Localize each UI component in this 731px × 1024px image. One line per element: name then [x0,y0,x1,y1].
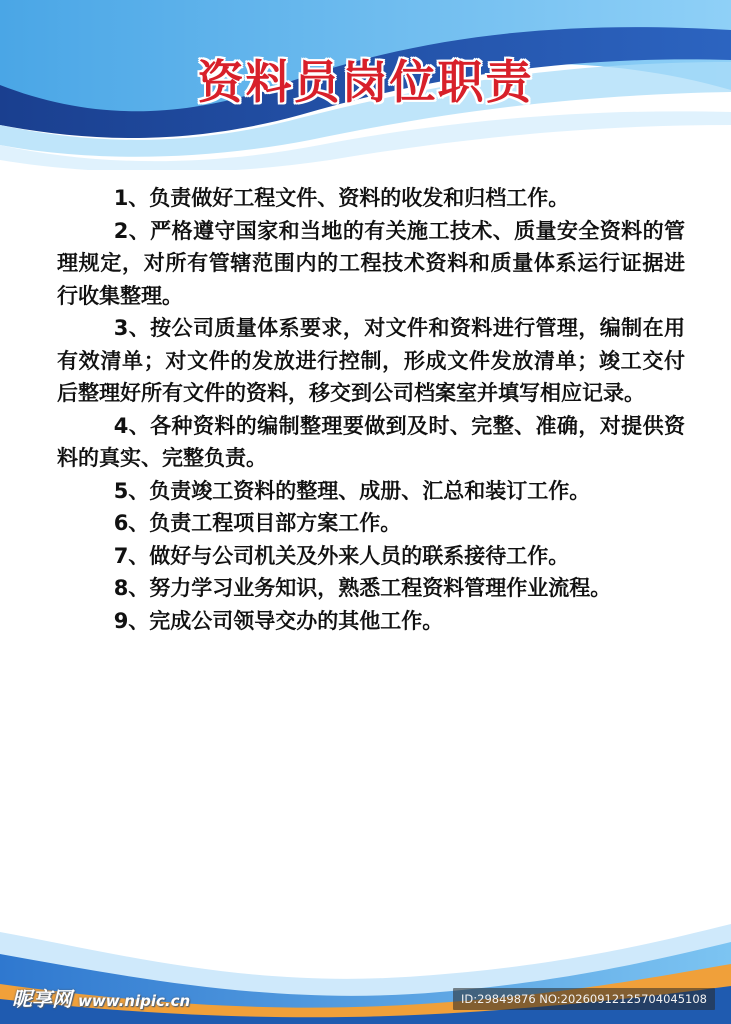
duty-item-5: 5、负责竣工资料的整理、成册、汇总和装订工作。 [113,478,591,503]
watermark-brand [12,983,190,1012]
duty-item-4: 4、各种资料的编制整理要做到及时、完整、准确，对提供资料的真实、完整负责。 [57,413,685,470]
duty-list [57,182,685,637]
watermark-url: www.nipic.cn [78,992,191,1010]
image-id-strip: ID:29849876 NO:20260912125704045108 [453,988,715,1010]
page-title: 资料员岗位职责 [197,55,534,109]
duty-item-9: 9、完成公司领导交办的其他工作。 [113,608,444,633]
duty-item-7: 7、做好与公司机关及外来人员的联系接待工作。 [113,543,570,568]
duty-item-8: 8、努力学习业务知识，熟悉工程资料管理作业流程。 [113,576,612,600]
watermark-brand-name: 昵享网 [12,987,72,1011]
duty-item-2: 2、严格遵守国家和当地的有关施工技术、质量安全资料的管理规定，对所有管辖范围内的工程技术资料和质量体系运行证据进行收集整理。 [57,218,685,308]
duty-item-1: 1、负责做好工程文件、资料的收发和归档工作。 [113,186,570,210]
duty-item-3: 3、按公司质量体系要求，对文件和资料进行管理，编制在用有效清单；对文件的发放进行控制，形成文件发放清单；竣工交付后整理好所有文件的资料，移交到公司档案室并填写相应记录。 [57,316,685,405]
duty-item-6: 6、负责工程项目部方案工作。 [113,511,402,535]
